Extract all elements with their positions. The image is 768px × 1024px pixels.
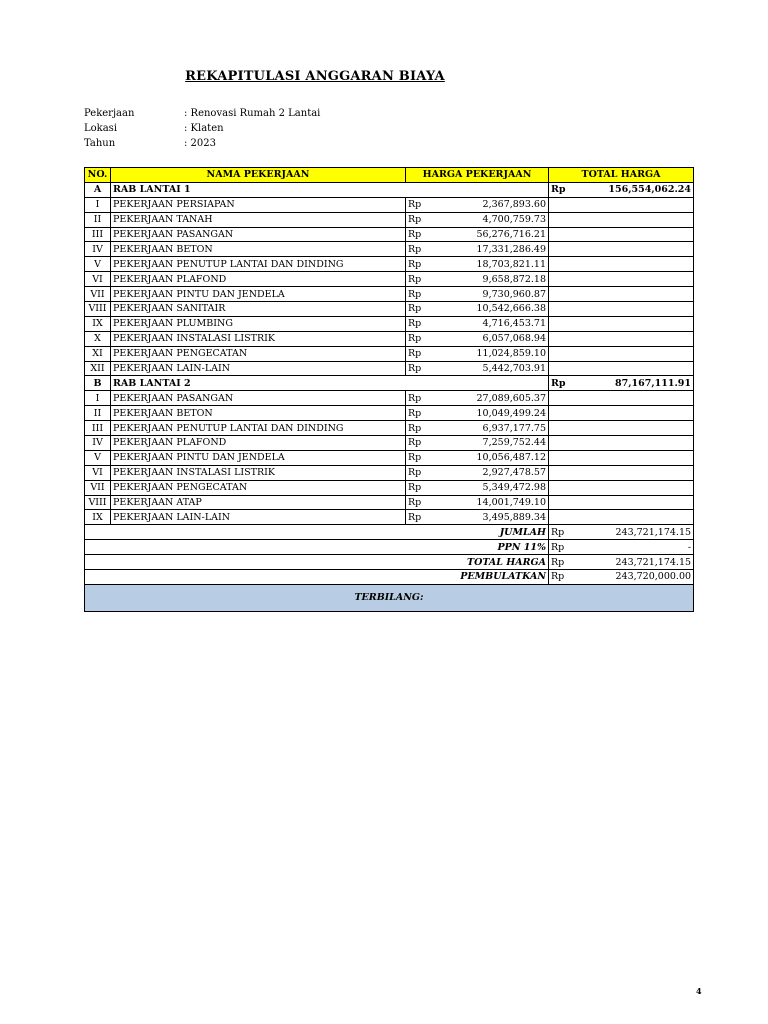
summary-row xyxy=(85,555,694,570)
table-row xyxy=(85,421,694,436)
item-no: I xyxy=(85,391,111,406)
item-value: 7,259,752.44 xyxy=(436,436,549,451)
item-total-empty xyxy=(549,421,694,436)
item-value: 4,700,759.73 xyxy=(436,212,549,227)
item-currency: Rp xyxy=(406,421,436,436)
info-row-pekerjaan xyxy=(84,106,320,121)
item-name: PEKERJAAN LAIN-LAIN xyxy=(111,510,406,525)
table-row xyxy=(85,436,694,451)
item-total-empty xyxy=(549,242,694,257)
item-no: III xyxy=(85,227,111,242)
item-total-empty xyxy=(549,406,694,421)
terbilang-label: TERBILANG: xyxy=(85,584,694,611)
table-row xyxy=(85,346,694,361)
item-total-empty xyxy=(549,316,694,331)
table-row xyxy=(85,242,694,257)
section-currency: Rp xyxy=(549,182,575,197)
item-no: II xyxy=(85,212,111,227)
section-total: 87,167,111.91 xyxy=(575,376,694,391)
item-name: PEKERJAAN PINTU DAN JENDELA xyxy=(111,287,406,302)
document-title: REKAPITULASI ANGGARAN BIAYA xyxy=(185,69,445,84)
summary-value: 243,721,174.15 xyxy=(575,555,694,570)
item-total-empty xyxy=(549,302,694,317)
summary-value: - xyxy=(575,540,694,555)
item-no: V xyxy=(85,257,111,272)
table-row xyxy=(85,480,694,495)
item-no: XI xyxy=(85,346,111,361)
section-row xyxy=(85,182,694,197)
info-label: Lokasi xyxy=(84,123,118,134)
item-value: 10,056,487.12 xyxy=(436,450,549,465)
item-name: PEKERJAAN PLUMBING xyxy=(111,316,406,331)
info-label: Tahun xyxy=(84,138,116,149)
header-nama-pekerjaan: NAMA PEKERJAAN xyxy=(111,168,406,183)
item-name: PEKERJAAN BETON xyxy=(111,242,406,257)
item-total-empty xyxy=(549,465,694,480)
item-currency: Rp xyxy=(406,495,436,510)
item-name: PEKERJAAN PINTU DAN JENDELA xyxy=(111,450,406,465)
table-body xyxy=(85,182,694,611)
section-name: RAB LANTAI 2 xyxy=(111,376,549,391)
summary-currency: Rp xyxy=(549,525,575,540)
item-total-empty xyxy=(549,197,694,212)
item-total-empty xyxy=(549,346,694,361)
table-row xyxy=(85,197,694,212)
item-no: IX xyxy=(85,316,111,331)
summary-label: PEMBULATKAN xyxy=(85,570,549,585)
table-row xyxy=(85,510,694,525)
summary-label: JUMLAH xyxy=(85,525,549,540)
info-row-lokasi xyxy=(84,121,320,136)
table-row xyxy=(85,272,694,287)
item-currency: Rp xyxy=(406,436,436,451)
item-no: V xyxy=(85,450,111,465)
table-row xyxy=(85,287,694,302)
item-name: PEKERJAAN SANITAIR xyxy=(111,302,406,317)
section-currency: Rp xyxy=(549,376,575,391)
item-currency: Rp xyxy=(406,331,436,346)
table-row xyxy=(85,331,694,346)
table-row xyxy=(85,406,694,421)
item-name: PEKERJAAN PLAFOND xyxy=(111,436,406,451)
table-row xyxy=(85,302,694,317)
item-currency: Rp xyxy=(406,361,436,376)
rab-summary-table xyxy=(84,167,694,612)
section-total: 156,554,062.24 xyxy=(575,182,694,197)
item-value: 5,442,703.91 xyxy=(436,361,549,376)
item-value: 10,049,499.24 xyxy=(436,406,549,421)
item-total-empty xyxy=(549,450,694,465)
item-value: 56,276,716.21 xyxy=(436,227,549,242)
item-no: VIII xyxy=(85,302,111,317)
item-total-empty xyxy=(549,331,694,346)
page-number: 4 xyxy=(696,986,702,996)
item-name: PEKERJAAN BETON xyxy=(111,406,406,421)
section-no: A xyxy=(85,182,111,197)
table-row xyxy=(85,212,694,227)
item-total-empty xyxy=(549,272,694,287)
item-value: 10,542,666.38 xyxy=(436,302,549,317)
summary-currency: Rp xyxy=(549,540,575,555)
item-name: PEKERJAAN PERSIAPAN xyxy=(111,197,406,212)
item-name: PEKERJAAN PLAFOND xyxy=(111,272,406,287)
terbilang-row xyxy=(85,584,694,611)
summary-currency: Rp xyxy=(549,570,575,585)
item-value: 2,367,893.60 xyxy=(436,197,549,212)
item-name: PEKERJAAN LAIN-LAIN xyxy=(111,361,406,376)
item-value: 5,349,472.98 xyxy=(436,480,549,495)
item-total-empty xyxy=(549,227,694,242)
summary-row xyxy=(85,525,694,540)
item-total-empty xyxy=(549,212,694,227)
item-total-empty xyxy=(549,391,694,406)
item-no: VIII xyxy=(85,495,111,510)
table-row xyxy=(85,316,694,331)
summary-value: 243,720,000.00 xyxy=(575,570,694,585)
item-total-empty xyxy=(549,361,694,376)
item-total-empty xyxy=(549,287,694,302)
header-harga-pekerjaan: HARGA PEKERJAAN xyxy=(406,168,549,183)
table-row xyxy=(85,391,694,406)
item-currency: Rp xyxy=(406,242,436,257)
header-total-harga: TOTAL HARGA xyxy=(549,168,694,183)
item-no: I xyxy=(85,197,111,212)
item-no: IV xyxy=(85,242,111,257)
item-value: 9,730,960.87 xyxy=(436,287,549,302)
info-value: : Klaten xyxy=(184,123,224,134)
item-currency: Rp xyxy=(406,287,436,302)
item-value: 6,937,177.75 xyxy=(436,421,549,436)
item-name: PEKERJAAN PASANGAN xyxy=(111,391,406,406)
item-name: PEKERJAAN TANAH xyxy=(111,212,406,227)
item-currency: Rp xyxy=(406,272,436,287)
project-info xyxy=(84,106,320,151)
item-currency: Rp xyxy=(406,197,436,212)
item-currency: Rp xyxy=(406,302,436,317)
item-value: 2,927,478.57 xyxy=(436,465,549,480)
item-currency: Rp xyxy=(406,391,436,406)
section-row xyxy=(85,376,694,391)
info-label: Pekerjaan xyxy=(84,108,135,119)
item-value: 17,331,286.49 xyxy=(436,242,549,257)
item-currency: Rp xyxy=(406,257,436,272)
table-row xyxy=(85,450,694,465)
table-row xyxy=(85,495,694,510)
item-currency: Rp xyxy=(406,212,436,227)
item-no: VI xyxy=(85,272,111,287)
info-value: : 2023 xyxy=(184,138,216,149)
item-name: PEKERJAAN PENUTUP LANTAI DAN DINDING xyxy=(111,421,406,436)
item-name: PEKERJAAN INSTALASI LISTRIK xyxy=(111,465,406,480)
item-no: III xyxy=(85,421,111,436)
item-total-empty xyxy=(549,510,694,525)
item-total-empty xyxy=(549,257,694,272)
summary-label: PPN 11% xyxy=(85,540,549,555)
section-name: RAB LANTAI 1 xyxy=(111,182,549,197)
item-name: PEKERJAAN PASANGAN xyxy=(111,227,406,242)
summary-value: 243,721,174.15 xyxy=(575,525,694,540)
summary-currency: Rp xyxy=(549,555,575,570)
item-value: 14,001,749.10 xyxy=(436,495,549,510)
table-row xyxy=(85,361,694,376)
section-no: B xyxy=(85,376,111,391)
header-no: NO. xyxy=(85,168,111,183)
info-row-tahun xyxy=(84,136,320,151)
item-currency: Rp xyxy=(406,346,436,361)
item-total-empty xyxy=(549,495,694,510)
item-value: 6,057,068.94 xyxy=(436,331,549,346)
item-value: 18,703,821.11 xyxy=(436,257,549,272)
item-currency: Rp xyxy=(406,465,436,480)
item-no: II xyxy=(85,406,111,421)
item-no: X xyxy=(85,331,111,346)
item-value: 4,716,453.71 xyxy=(436,316,549,331)
item-name: PEKERJAAN PENUTUP LANTAI DAN DINDING xyxy=(111,257,406,272)
item-name: PEKERJAAN ATAP xyxy=(111,495,406,510)
item-name: PEKERJAAN PENGECATAN xyxy=(111,480,406,495)
item-no: VII xyxy=(85,480,111,495)
item-currency: Rp xyxy=(406,450,436,465)
item-no: XII xyxy=(85,361,111,376)
item-value: 11,024,859.10 xyxy=(436,346,549,361)
item-value: 9,658,872.18 xyxy=(436,272,549,287)
item-currency: Rp xyxy=(406,480,436,495)
item-total-empty xyxy=(549,436,694,451)
table-header-row xyxy=(85,168,694,183)
summary-label: TOTAL HARGA xyxy=(85,555,549,570)
item-value: 3,495,889.34 xyxy=(436,510,549,525)
item-currency: Rp xyxy=(406,406,436,421)
item-currency: Rp xyxy=(406,227,436,242)
item-value: 27,089,605.37 xyxy=(436,391,549,406)
table-row xyxy=(85,257,694,272)
item-name: PEKERJAAN INSTALASI LISTRIK xyxy=(111,331,406,346)
item-name: PEKERJAAN PENGECATAN xyxy=(111,346,406,361)
item-total-empty xyxy=(549,480,694,495)
table-row xyxy=(85,227,694,242)
item-currency: Rp xyxy=(406,316,436,331)
info-value: : Renovasi Rumah 2 Lantai xyxy=(184,108,321,119)
summary-row xyxy=(85,570,694,585)
item-no: IX xyxy=(85,510,111,525)
item-no: IV xyxy=(85,436,111,451)
item-no: VII xyxy=(85,287,111,302)
item-currency: Rp xyxy=(406,510,436,525)
item-no: VI xyxy=(85,465,111,480)
summary-row xyxy=(85,540,694,555)
table-row xyxy=(85,465,694,480)
